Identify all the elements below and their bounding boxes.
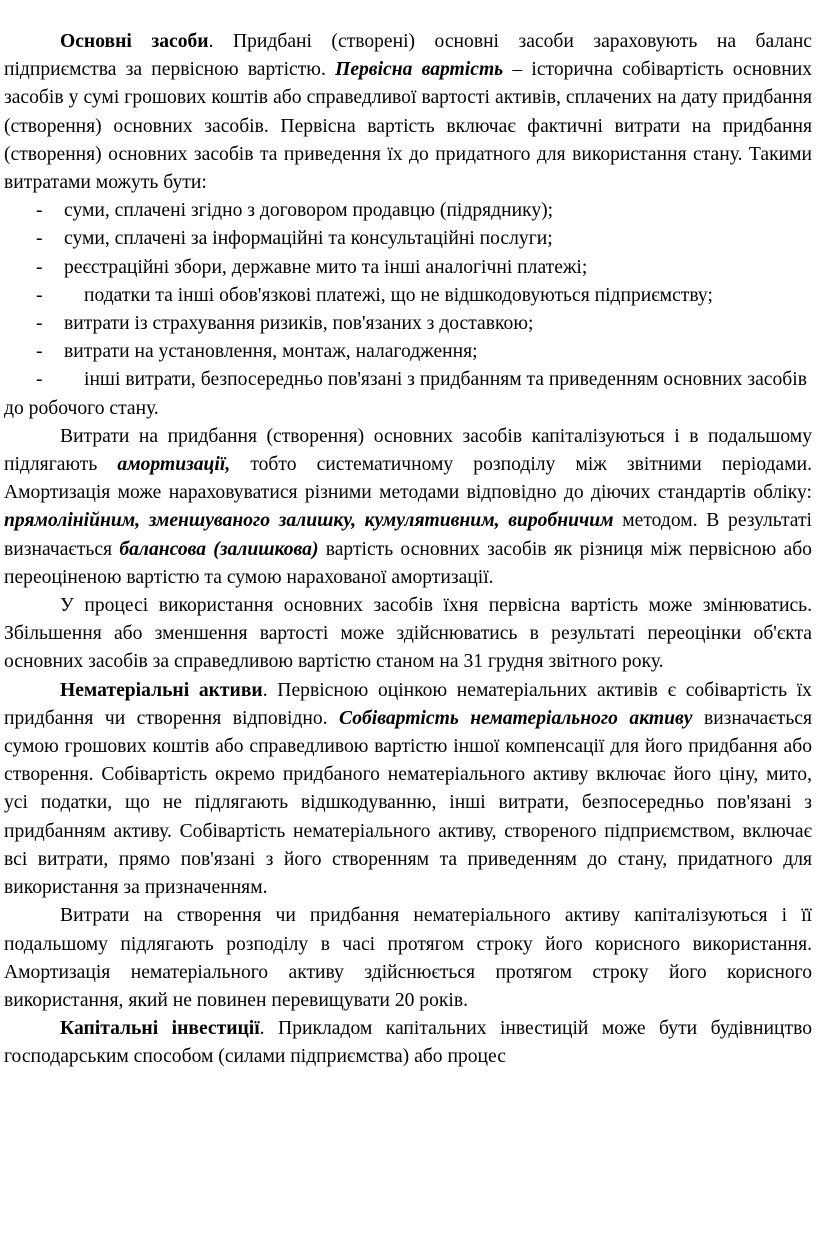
term-intangible-assets: Нематеріальні активи — [60, 679, 263, 701]
list-item: - витрати із страхування ризиків, пов'язаних з доставкою; — [36, 313, 534, 335]
paragraph-intangible-amortization: Витрати на створення чи придбання нематеріального активу капіталізуються і її подальшому підлягають розподілу в часі протягом строку його корисного використання. Амортизація нематеріального активу здійснюється протягом строку його корисного використання, який не повинен перевищувати 20 років. — [4, 905, 812, 1011]
paragraph-depreciation: Витрати на придбання (створення) основних засобів капіталізуються і в подальшому підлягають амортизації, тобто систематичному розподілу між звітними періодами. Амортизація може нараховуватися різними методами відповідно до діючих стандартів обліку: прямолінійним, зменшуваного залишку, кумулятивним, виробничим методом. В результаті визначається балансова (залишкова) вартість основних засобів як різниця між первісною або переоціненою вартістю та сумою нарахованої амортизації. — [4, 425, 812, 588]
term-capital-investments: Капітальні інвестиції — [60, 1018, 260, 1040]
list-item: - податки та інші обов'язкові платежі, що не відшкодовуються підприємству; — [36, 284, 713, 306]
list-item: - витрати на установлення, монтаж, налагодження; — [36, 341, 478, 363]
term-fixed-assets: Основні засоби — [60, 31, 209, 52]
list-item: - суми, сплачені за інформаційні та консультаційні послуги; — [36, 228, 553, 250]
paragraph-capital-investments: Капітальні інвестиції. Прикладом капітальних інвестицій може бути будівництво господарським способом (силами підприємства) або процес — [4, 1018, 812, 1068]
paragraph-revaluation: У процесі використання основних засобів їхня первісна вартість може змінюватись. Збільшення або зменшення вартості може здійснюватись в результаті переоцінки об'єкта основних засобів за справедливою вартістю станом на 31 грудня звітного року. — [4, 595, 812, 673]
term-initial-cost: Первісна вартість — [335, 59, 504, 81]
paragraph-fixed-assets: Основні засоби. Придбані (створені) основні засоби зараховують на баланс підприємства за первісною вартістю. Первісна вартість – історична собівартість основних засобів у сумі грошових коштів або справедливої вартості активів, сплачених на дату придбання (створення) основних засобів. Первісна вартість включає фактичні витрати на придбання (створення) основних засобів та приведення їх до придатного для використання стану. Такими витратами можуть бути: — [4, 31, 813, 194]
term-intangible-cost: Собівартість нематеріального активу — [339, 707, 693, 729]
list-item: - суми, сплачені згідно з договором продавцю (підряднику); — [36, 200, 554, 222]
term-methods: прямолінійним, зменшуваного залишку, кумулятивним, виробничим — [4, 510, 614, 532]
list-item: - інші витрати, безпосередньо пов'язані з придбанням та приведенням основних засобів до робочого стану. — [4, 369, 807, 419]
list-item: - реєстраційні збори, державне мито та інші аналогічні платежі; — [36, 256, 588, 278]
paragraph-intangible-assets: Нематеріальні активи. Первісною оцінкою нематеріальних активів є собівартість їх придбання чи створення відповідно. Собівартість нематеріального активу визначається сумою грошових коштів або справедливою вартістю іншої компенсації для його придбання або створення. Собівартість окремо придбаного нематеріального активу включає його ціну, мито, усі податки, що не підлягають відшкодуванню, інші витрати, безпосередньо пов'язані з придбанням активу. Собівартість нематеріального активу, створеного підприємством, включає всі витрати, прямо пов'язані з його створенням та приведенням до стану, придатного для використання за призначенням. — [4, 679, 812, 899]
term-book-value: балансова (залишкова) — [119, 538, 319, 560]
term-depreciation: амортизації, — [117, 454, 231, 476]
